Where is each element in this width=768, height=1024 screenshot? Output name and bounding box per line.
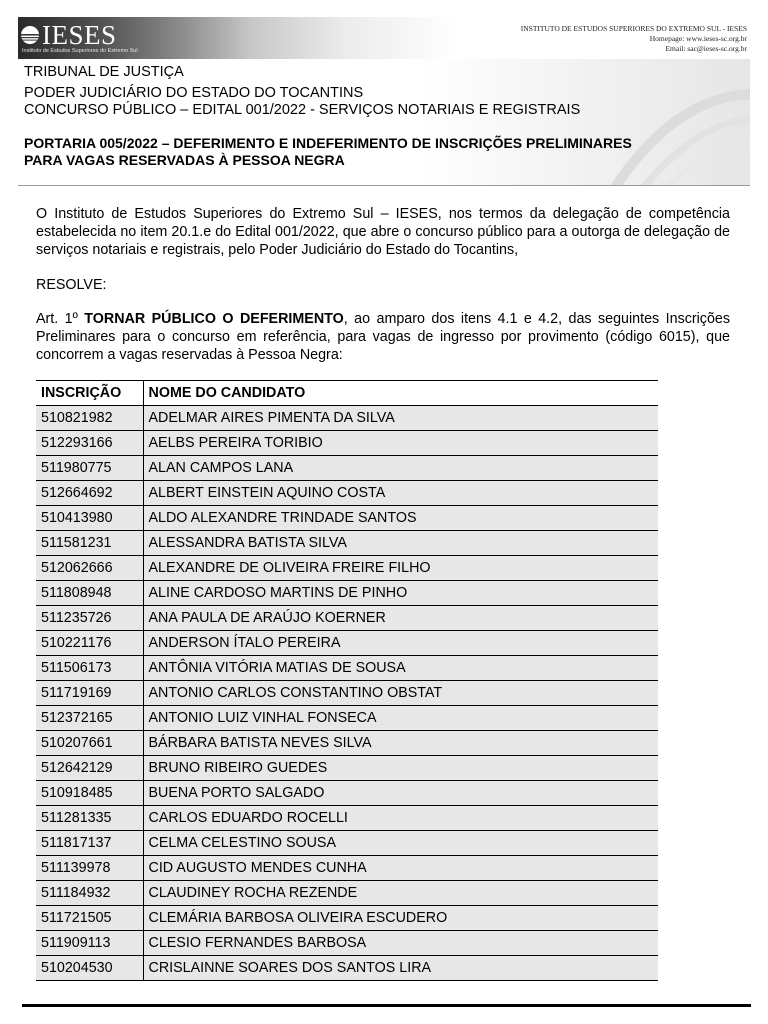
portaria-line-2: PARA VAGAS RESERVADAS À PESSOA NEGRA [24,152,345,168]
table-row [36,406,658,431]
nome-cell: BRUNO RIBEIRO GUEDES [143,756,658,781]
resolve-heading: RESOLVE: [36,277,107,293]
header-inscricao: INSCRIÇÃO [36,381,143,406]
header-banner [18,17,750,59]
table-row [36,556,658,581]
table-row [36,531,658,556]
table-row [36,506,658,531]
inscricao-cell: 512293166 [36,431,143,456]
institution-contact [521,24,747,54]
nome-cell: ANA PAULA DE ARAÚJO KOERNER [143,606,658,631]
nome-cell: ANTONIO LUIZ VINHAL FONSECA [143,706,658,731]
ieses-logo-icon [20,25,40,45]
inscricao-cell: 511281335 [36,806,143,831]
nome-cell: CLEMÁRIA BARBOSA OLIVEIRA ESCUDERO [143,906,658,931]
article-1-emphasis: TORNAR PÚBLICO O DEFERIMENTO [84,311,344,327]
inscricao-cell: 510918485 [36,781,143,806]
inscricao-cell: 511184932 [36,881,143,906]
table-row [36,731,658,756]
table-row [36,881,658,906]
intro-paragraph: O Instituto de Estudos Superiores do Extremo Sul – IESES, nos termos da delegação de competência estabelecida no item 20.1.e do Edital 001/2022, que abre o concurso público para a outorga de delegação de serviços notariais e registrais, pelo Poder Judiciário do Estado do Tocantins, [36,206,730,258]
table-row [36,631,658,656]
table-row [36,681,658,706]
inscricao-cell: 511721505 [36,906,143,931]
table-row [36,806,658,831]
portaria-title [24,135,632,169]
nome-cell: AELBS PEREIRA TORIBIO [143,431,658,456]
table-row [36,456,658,481]
article-1-paragraph [36,310,730,364]
header-nome: NOME DO CANDIDATO [143,381,658,406]
nome-cell: ALDO ALEXANDRE TRINDADE SANTOS [143,506,658,531]
nome-cell: ALESSANDRA BATISTA SILVA [143,531,658,556]
table-row [36,956,658,981]
header-concurso: CONCURSO PÚBLICO – EDITAL 001/2022 - SERVIÇOS NOTARIAIS E REGISTRAIS [24,102,581,118]
inscricao-cell: 511808948 [36,581,143,606]
table-row [36,781,658,806]
inscricao-cell: 511909113 [36,931,143,956]
portaria-line-1: PORTARIA 005/2022 – DEFERIMENTO E INDEFERIMENTO DE INSCRIÇÕES PRELIMINARES [24,135,632,151]
inscricao-cell: 511980775 [36,456,143,481]
table-row [36,581,658,606]
table-row [36,706,658,731]
inscricao-cell: 512062666 [36,556,143,581]
nome-cell: ALINE CARDOSO MARTINS DE PINHO [143,581,658,606]
inscricao-cell: 510413980 [36,506,143,531]
nome-cell: CLESIO FERNANDES BARBOSA [143,931,658,956]
inscricao-cell: 511719169 [36,681,143,706]
nome-cell: ALBERT EINSTEIN AQUINO COSTA [143,481,658,506]
inscricao-cell: 510221176 [36,631,143,656]
institution-homepage: Homepage: www.ieses-sc.org.br [649,34,747,43]
inscricao-cell: 512642129 [36,756,143,781]
nome-cell: BÁRBARA BATISTA NEVES SILVA [143,731,658,756]
nome-cell: ALAN CAMPOS LANA [143,456,658,481]
inscricao-cell: 510207661 [36,731,143,756]
table-row [36,756,658,781]
table-header-row [36,381,658,406]
footer-rule [22,1004,751,1007]
header-tribunal: TRIBUNAL DE JUSTIÇA [24,64,184,80]
inscricao-cell: 511139978 [36,856,143,881]
inscricao-cell: 512664692 [36,481,143,506]
inscricao-cell: 510821982 [36,406,143,431]
nome-cell: ALEXANDRE DE OLIVEIRA FREIRE FILHO [143,556,658,581]
candidates-table [36,380,658,981]
table-row [36,431,658,456]
header-poder: PODER JUDICIÁRIO DO ESTADO DO TOCANTINS [24,85,364,101]
table-row [36,931,658,956]
nome-cell: CLAUDINEY ROCHA REZENDE [143,881,658,906]
inscricao-cell: 511506173 [36,656,143,681]
inscricao-cell: 511817137 [36,831,143,856]
inscricao-cell: 511581231 [36,531,143,556]
institution-name: INSTITUTO DE ESTUDOS SUPERIORES DO EXTREMO SUL - IESES [520,24,747,33]
nome-cell: CRISLAINNE SOARES DOS SANTOS LIRA [143,956,658,981]
document-header [18,59,750,186]
table-row [36,856,658,881]
table-row [36,481,658,506]
article-1-text: , ao amparo dos itens 4.1 e 4.2, das seguintes Inscrições Preliminares para o concurso em referência, para vagas de ingresso por provimento (código 6015), que concorrem a vagas reservadas à Pessoa Negra: [36,311,730,363]
nome-cell: ADELMAR AIRES PIMENTA DA SILVA [143,406,658,431]
table-row [36,831,658,856]
table-row [36,906,658,931]
ieses-logo-text: IESES [42,20,117,50]
inscricao-cell: 510204530 [36,956,143,981]
nome-cell: CID AUGUSTO MENDES CUNHA [143,856,658,881]
ieses-logo-tagline: Instituto de Estudos Superiores do Extremo Sul [22,48,138,54]
candidates-table-body [36,406,658,981]
nome-cell: BUENA PORTO SALGADO [143,781,658,806]
nome-cell: ANTÔNIA VITÓRIA MATIAS DE SOUSA [143,656,658,681]
inscricao-cell: 511235726 [36,606,143,631]
institution-email: Email: sac@ieses-sc.org.br [665,44,747,53]
article-1-prefix: Art. 1º [36,311,85,327]
inscricao-cell: 512372165 [36,706,143,731]
nome-cell: ANDERSON ÍTALO PEREIRA [143,631,658,656]
nome-cell: ANTONIO CARLOS CONSTANTINO OBSTAT [143,681,658,706]
nome-cell: CELMA CELESTINO SOUSA [143,831,658,856]
table-row [36,656,658,681]
nome-cell: CARLOS EDUARDO ROCELLI [143,806,658,831]
table-row [36,606,658,631]
